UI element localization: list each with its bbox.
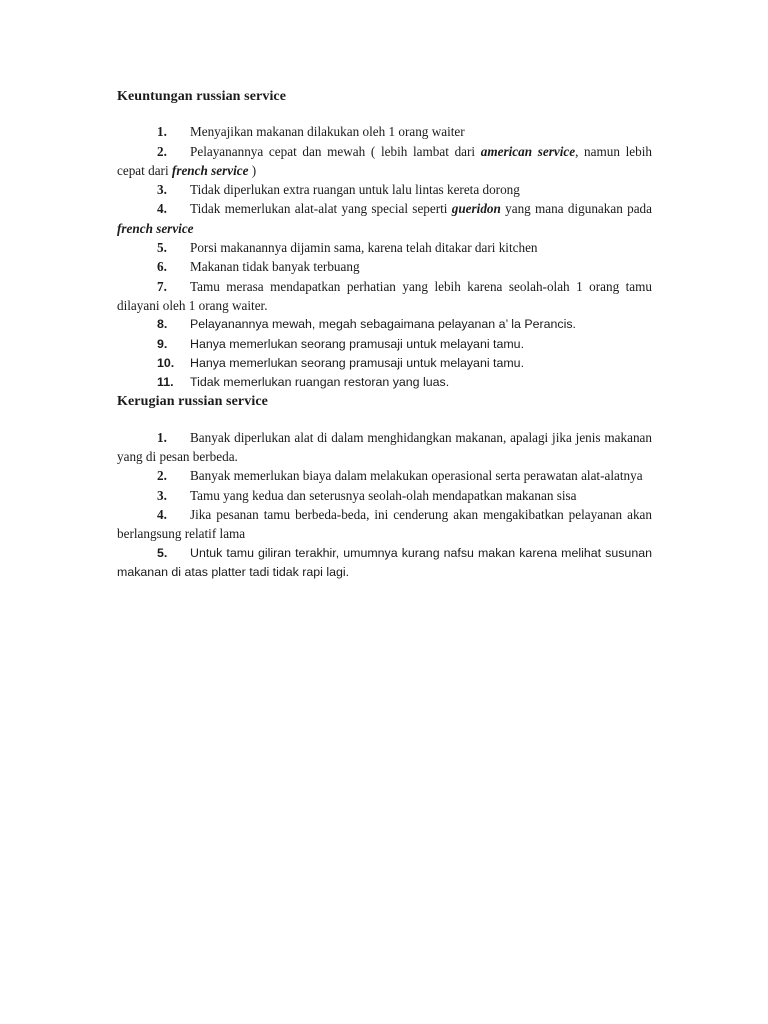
item-number: 1.	[157, 429, 167, 445]
text-segment: Porsi makanannya dijamin sama, karena telah ditakar dari kitchen	[190, 240, 538, 256]
item-number: 5.	[157, 545, 168, 560]
list-item	[117, 122, 652, 141]
item-text	[190, 356, 524, 370]
emphasized-term: french service	[117, 220, 194, 236]
list-item	[117, 354, 652, 373]
item-number: 4.	[157, 201, 167, 217]
list-item	[117, 180, 652, 199]
numbered-list	[117, 428, 652, 582]
item-text	[190, 468, 643, 483]
list-item	[117, 505, 652, 544]
item-text	[190, 124, 465, 139]
emphasized-term: french service	[171, 162, 249, 178]
item-number: 9.	[157, 336, 168, 351]
emphasized-term: gueridon	[451, 201, 501, 217]
text-segment: Tidak diperlukan extra ruangan untuk lalu lintas kereta dorong	[190, 182, 520, 198]
text-segment: Hanya memerlukan seorang pramusaji untuk melayani tamu.	[190, 355, 525, 370]
list-item	[117, 428, 652, 467]
text-segment: Makanan tidak banyak terbuang	[190, 259, 360, 275]
section-heading: Keuntungan russian service	[117, 89, 287, 104]
list-item	[117, 373, 652, 392]
item-number: 4.	[157, 506, 167, 522]
item-text	[117, 430, 652, 464]
item-text	[117, 144, 652, 178]
item-text	[117, 279, 652, 313]
item-text	[190, 488, 577, 503]
item-number: 3.	[157, 487, 167, 503]
list-item	[117, 466, 652, 485]
item-number: 7.	[157, 278, 167, 294]
item-text	[117, 546, 652, 579]
item-text	[117, 507, 652, 541]
text-segment: Tidak memerlukan ruangan restoran yang luas.	[190, 375, 450, 390]
text-segment: Pelayanannya mewah, megah sebagaimana pelayanan a’ la Perancis.	[190, 317, 576, 332]
text-segment: Untuk tamu giliran terakhir, umumnya kurang nafsu makan karena melihat susunan makanan di atas platter tadi tidak rapi lagi.	[117, 545, 652, 579]
item-number: 5.	[157, 240, 167, 256]
item-text	[190, 375, 449, 389]
item-text	[190, 337, 524, 351]
text-segment: Hanya memerlukan seorang pramusaji untuk melayani tamu.	[190, 336, 525, 351]
item-text	[190, 182, 520, 197]
list-item	[117, 486, 652, 505]
text-segment: Banyak memerlukan biaya dalam melakukan operasional serta perawatan alat-alatnya	[190, 468, 643, 484]
text-segment: yang mana digunakan pada	[500, 201, 652, 217]
list-item	[117, 238, 652, 257]
text-segment: Banyak diperlukan alat di dalam menghidangkan makanan, apalagi jika jenis makanan yang di pesan berbeda.	[117, 429, 652, 465]
text-segment: )	[248, 162, 257, 178]
text-segment: Tidak memerlukan alat-alat yang special seperti	[190, 201, 452, 217]
emphasized-term: american service	[480, 143, 576, 159]
item-number: 1.	[157, 124, 167, 140]
item-number: 2.	[157, 468, 167, 484]
item-text	[190, 240, 538, 255]
list-item	[117, 544, 652, 583]
list-item	[117, 257, 652, 276]
text-segment: Tamu merasa mendapatkan perhatian yang lebih karena seolah-olah 1 orang tamu dilayani oleh 1 orang waiter.	[117, 278, 652, 313]
list-item	[117, 199, 652, 238]
text-segment: , namun lebih cepat dari	[117, 143, 652, 178]
section-heading: Kerugian russian service	[117, 394, 268, 410]
item-number: 3.	[157, 182, 167, 198]
list-item	[117, 335, 652, 354]
text-segment: Tamu yang kedua dan seterusnya seolah-olah mendapatkan makanan sisa	[190, 487, 577, 503]
item-number: 10.	[157, 355, 175, 370]
text-segment: Menyajikan makanan dilakukan oleh 1 orang waiter	[190, 124, 465, 140]
item-number: 6.	[157, 259, 167, 275]
text-segment: Pelayanannya cepat dan mewah ( lebih lambat dari	[190, 143, 481, 159]
list-item	[117, 277, 652, 316]
text-segment: Jika pesanan tamu berbeda-beda, ini cenderung akan mengakibatkan pelayanan akan berlangsung relatif lama	[117, 506, 652, 542]
item-number: 2.	[157, 143, 167, 159]
list-item	[117, 142, 652, 181]
item-number: 8.	[157, 317, 168, 332]
numbered-list	[117, 122, 652, 392]
item-text	[190, 259, 360, 274]
list-item	[117, 315, 652, 334]
item-text	[117, 201, 652, 235]
item-text	[190, 317, 576, 331]
item-number: 11.	[157, 375, 174, 390]
